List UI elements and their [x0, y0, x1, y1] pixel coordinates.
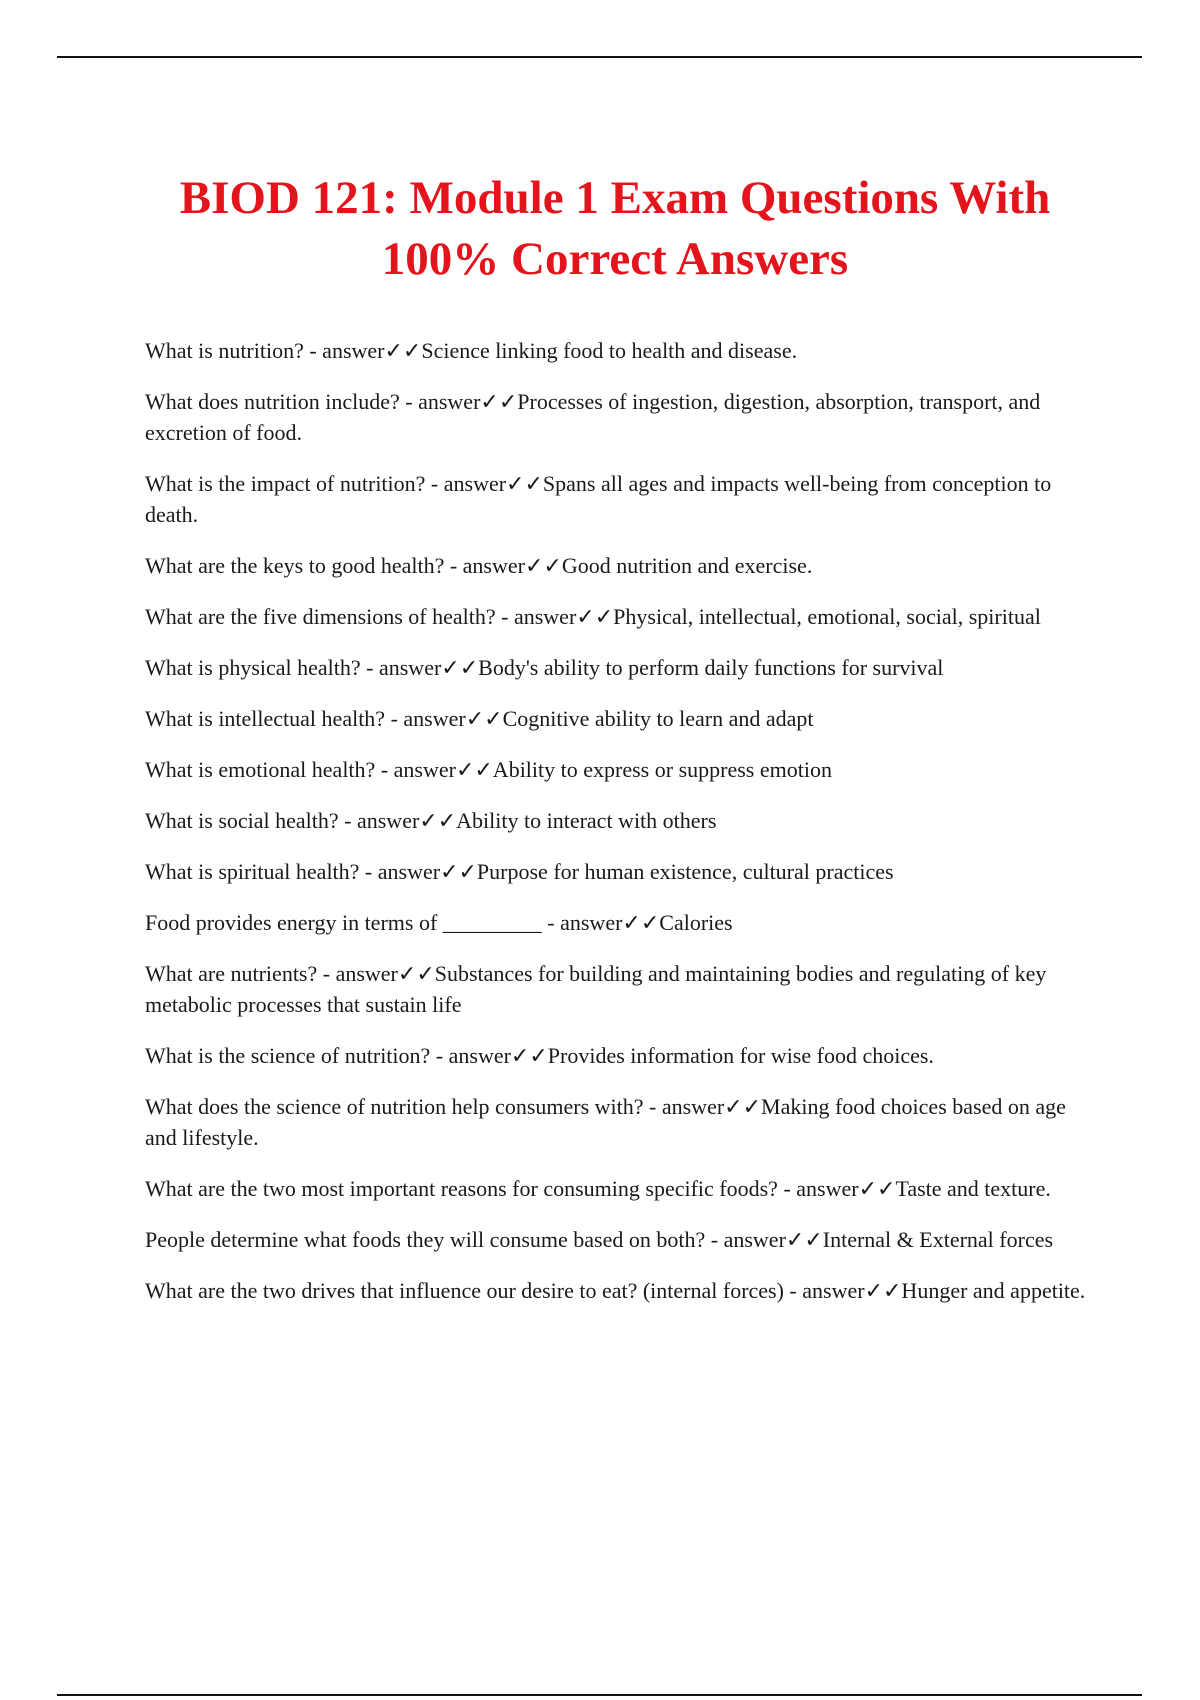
qa-item: What are nutrients? - answer✓✓Substances for building and maintaining bodies and regulating of key metabolic processes that sustain life	[145, 961, 1047, 1017]
qa-item: Food provides energy in terms of _________ - answer✓✓Calories	[145, 910, 733, 935]
qa-item: What is spiritual health? - answer✓✓Purpose for human existence, cultural practices	[145, 859, 894, 884]
qa-list	[145, 335, 1095, 1326]
qa-item: What is the science of nutrition? - answer✓✓Provides information for wise food choices.	[145, 1043, 934, 1068]
qa-item: What is intellectual health? - answer✓✓Cognitive ability to learn and adapt	[145, 706, 814, 731]
qa-item: What does the science of nutrition help consumers with? - answer✓✓Making food choices based on age and lifestyle.	[145, 1094, 1066, 1150]
qa-item: What does nutrition include? - answer✓✓Processes of ingestion, digestion, absorption, transport, and excretion of food.	[145, 389, 1041, 445]
page-title: BIOD 121: Module 1 Exam Questions With 100% Correct Answers	[179, 172, 1051, 285]
qa-item: What is nutrition? - answer✓✓Science linking food to health and disease.	[145, 338, 798, 363]
qa-item: What is emotional health? - answer✓✓Ability to express or suppress emotion	[145, 757, 832, 782]
qa-item: What are the five dimensions of health? - answer✓✓Physical, intellectual, emotional, social, spiritual	[145, 604, 1041, 629]
qa-item: People determine what foods they will consume based on both? - answer✓✓Internal & External forces	[145, 1227, 1054, 1252]
bottom-rule	[57, 1694, 1142, 1696]
qa-item: What is social health? - answer✓✓Ability to interact with others	[145, 808, 717, 833]
qa-item: What is the impact of nutrition? - answer✓✓Spans all ages and impacts well-being from conception to death.	[145, 471, 1052, 527]
qa-item: What are the keys to good health? - answer✓✓Good nutrition and exercise.	[145, 553, 813, 578]
qa-item: What are the two most important reasons for consuming specific foods? - answer✓✓Taste and texture.	[145, 1176, 1051, 1201]
top-rule	[57, 56, 1142, 58]
qa-item: What is physical health? - answer✓✓Body's ability to perform daily functions for survival	[145, 655, 944, 680]
qa-item: What are the two drives that influence our desire to eat? (internal forces) - answer✓✓Hunger and appetite.	[145, 1278, 1086, 1303]
